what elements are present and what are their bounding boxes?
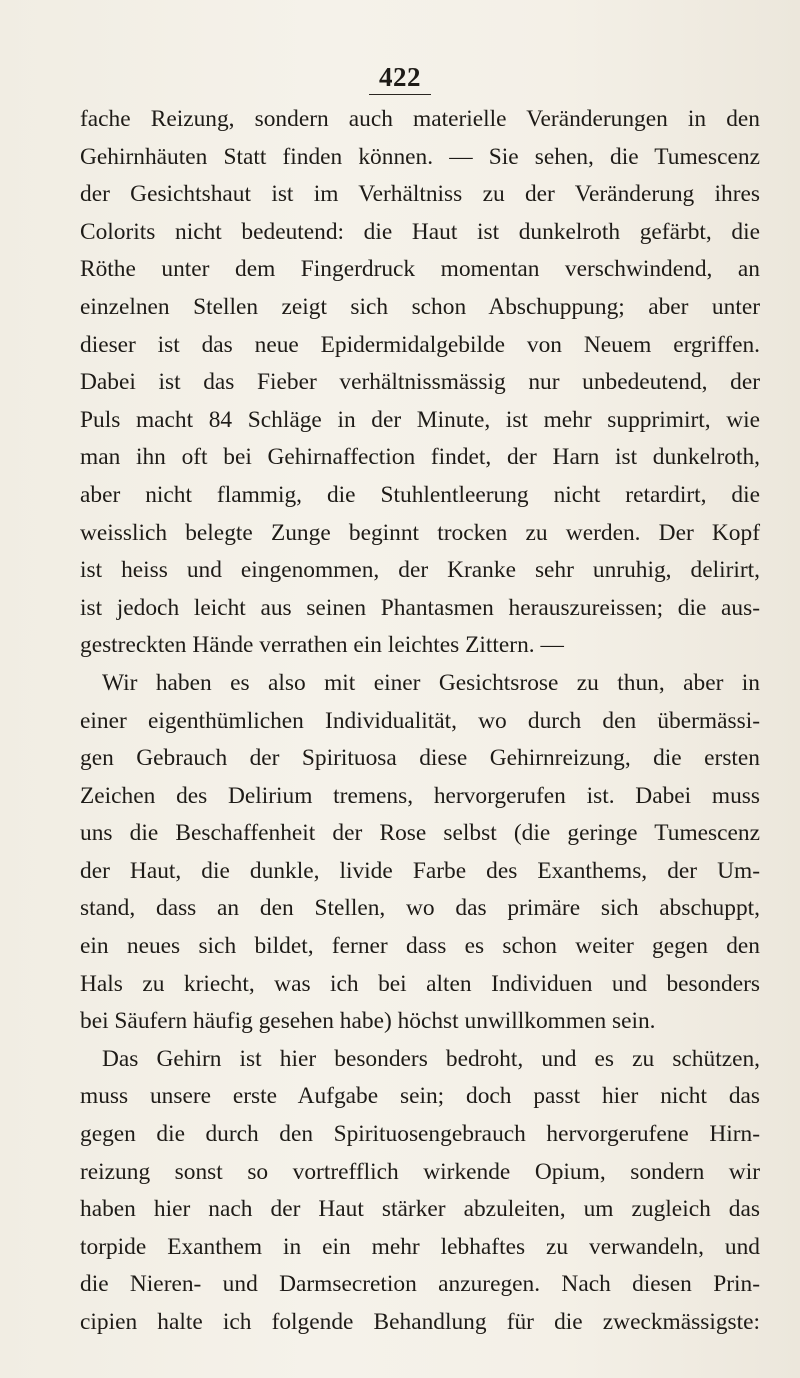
text-line: torpide Exanthem in ein mehr lebhaftes zu verwandeln, und bbox=[80, 1233, 760, 1260]
text-line: fache Reizung, sondern auch materielle Veränderungen in den bbox=[80, 106, 760, 132]
text-line: dieser ist das neue Epidermidalgebilde von Neuem ergriffen. bbox=[80, 331, 760, 358]
text-line: Dabei ist das Fieber verhältnissmässig nur unbedeutend, der bbox=[80, 369, 760, 396]
text-line: Colorits nicht bedeutend: die Haut ist dunkelroth gefärbt, die bbox=[80, 218, 760, 245]
text-line: reizung sonst so vortrefflich wirkende Opium, sondern wir bbox=[80, 1158, 760, 1185]
text-line: gen Gebrauch der Spirituosa diese Gehirnreizung, die ersten bbox=[80, 745, 760, 772]
text-line: ist heiss und eingenommen, der Kranke sehr unruhig, delirirt, bbox=[80, 557, 760, 584]
text-line: stand, dass an den Stellen, wo das primäre sich abschuppt, bbox=[80, 895, 760, 922]
text-line: uns die Beschaffenheit der Rose selbst (die geringe Tumescenz bbox=[80, 820, 760, 847]
text-line: einer eigenthümlichen Individualität, wo durch den übermässi- bbox=[80, 707, 760, 734]
text-line: Röthe unter dem Fingerdruck momentan verschwindend, an bbox=[80, 256, 760, 283]
text-line: weisslich belegte Zunge beginnt trocken zu werden. Der Kopf bbox=[80, 519, 760, 546]
text-line: gestreckten Hände verrathen ein leichtes Zittern. — bbox=[80, 632, 564, 659]
text-line: Wir haben es also mit einer Gesichtsrose zu thun, aber in bbox=[102, 669, 760, 696]
text-line: gegen die durch den Spirituosengebrauch hervorgerufene Hirn- bbox=[80, 1121, 760, 1148]
text-line: aber nicht flammig, die Stuhlentleerung nicht retardirt, die bbox=[80, 481, 760, 508]
text-line: bei Säufern häufig gesehen habe) höchst unwillkommen sein. bbox=[80, 1008, 656, 1035]
text-line: die Nieren- und Darmsecretion anzuregen. Nach diesen Prin- bbox=[80, 1271, 760, 1298]
text-line: der Gesichtshaut ist im Verhältniss zu der Veränderung ihres bbox=[80, 181, 760, 208]
page-number bbox=[0, 62, 800, 95]
text-line: Puls macht 84 Schläge in der Minute, ist mehr supprimirt, wie bbox=[80, 406, 760, 433]
text-line: der Haut, die dunkle, livide Farbe des Exanthems, der Um- bbox=[80, 857, 760, 884]
text-line: Gehirnhäuten Statt finden können. — Sie sehen, die Tumescenz bbox=[80, 143, 760, 170]
text-line: muss unsere erste Aufgabe sein; doch passt hier nicht das bbox=[80, 1083, 760, 1110]
text-line: Das Gehirn ist hier besonders bedroht, und es zu schützen, bbox=[102, 1045, 760, 1072]
body-text bbox=[80, 101, 760, 1342]
text-line: haben hier nach der Haut stärker abzuleiten, um zugleich das bbox=[80, 1196, 760, 1223]
text-line: cipien halte ich folgende Behandlung für die zweckmässigste: bbox=[80, 1309, 760, 1335]
text-line: man ihn oft bei Gehirnaffection findet, der Harn ist dunkelroth, bbox=[80, 444, 760, 471]
text-line: ein neues sich bildet, ferner dass es schon weiter gegen den bbox=[80, 933, 760, 960]
text-line: ist jedoch leicht aus seinen Phantasmen herauszureissen; die aus- bbox=[80, 594, 760, 621]
page-number-text: 422 bbox=[369, 62, 431, 95]
text-line: Zeichen des Delirium tremens, hervorgerufen ist. Dabei muss bbox=[80, 782, 760, 809]
text-line: einzelnen Stellen zeigt sich schon Abschuppung; aber unter bbox=[80, 293, 760, 320]
text-line: Hals zu kriecht, was ich bei alten Individuen und besonders bbox=[80, 970, 760, 997]
